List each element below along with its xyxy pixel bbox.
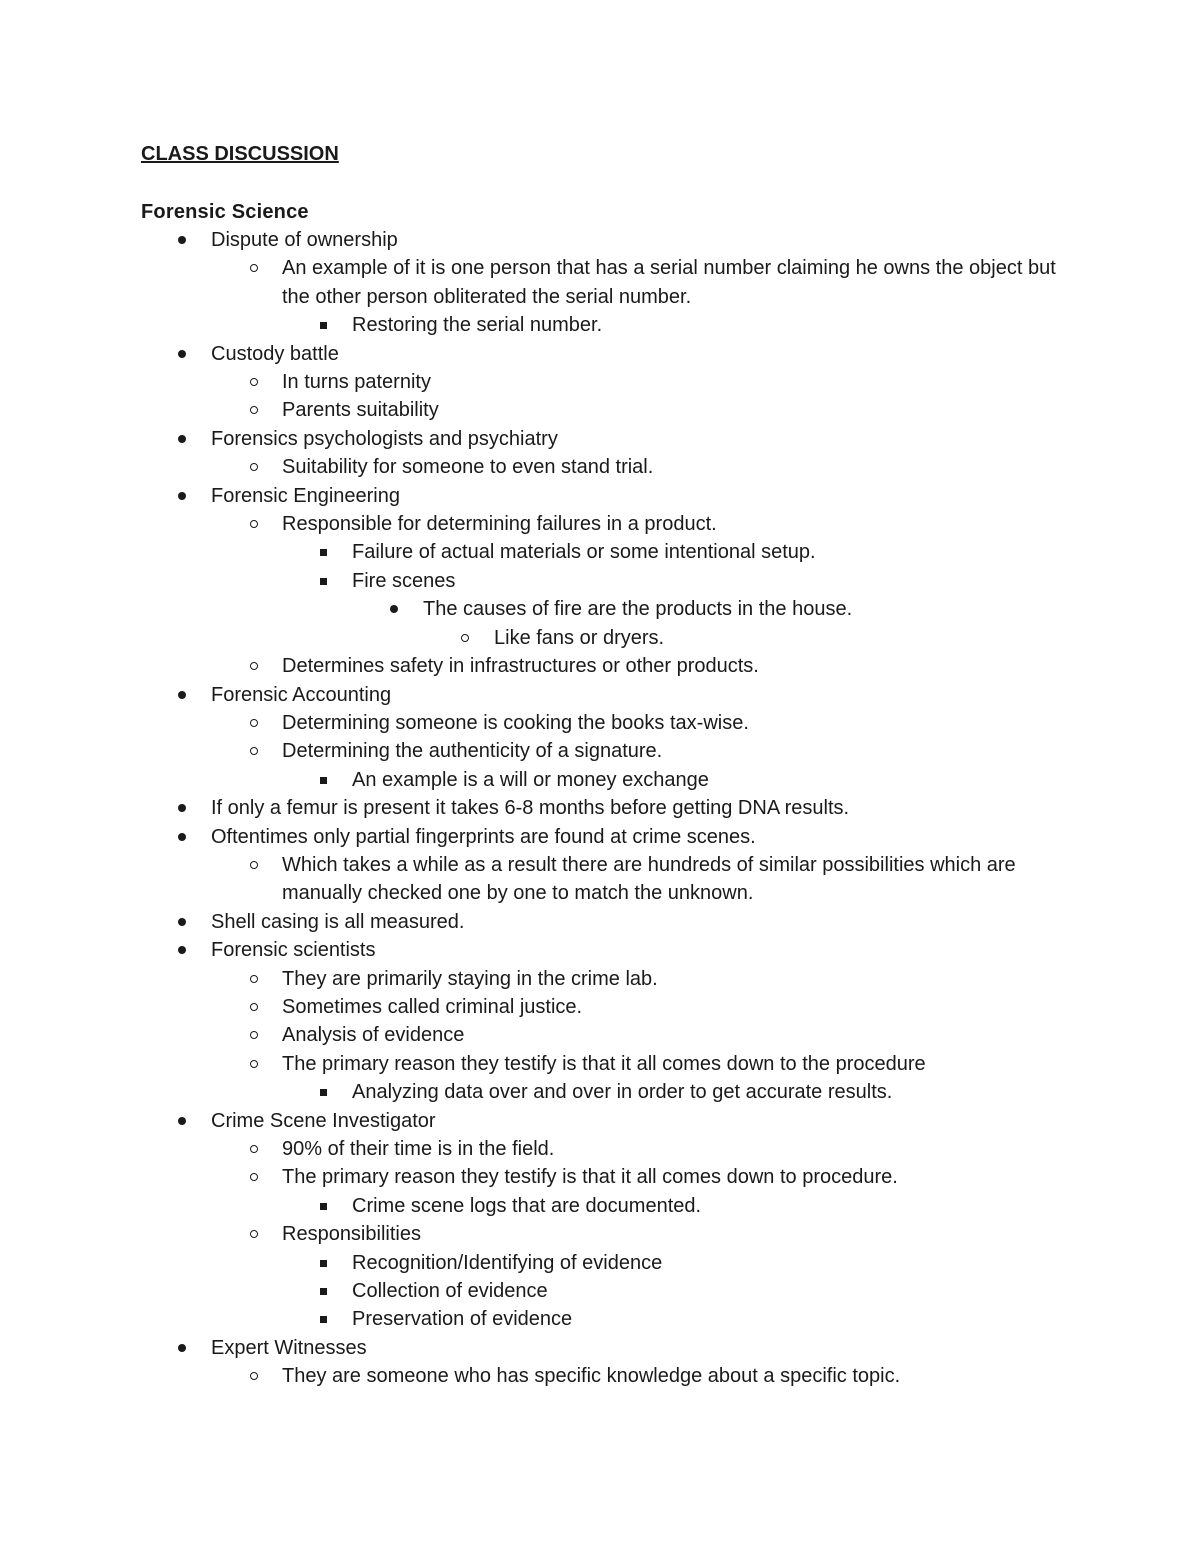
outline-item-text: 90% of their time is in the field. [282, 1138, 555, 1160]
outline-item-level-2 [0, 709, 1200, 737]
outline-item-text: Determining someone is cooking the books tax-wise. [282, 711, 749, 734]
outline-item-text: The causes of fire are the products in the house. [423, 598, 853, 621]
outline-item-level-1 [0, 794, 1200, 822]
outline-item-text: Analysis of evidence [282, 1024, 465, 1047]
filled-circle-bullet-icon [178, 946, 186, 954]
outline-item-level-1 [0, 226, 1200, 254]
hollow-circle-bullet-icon [250, 662, 258, 670]
outline-item-text: Forensic Accounting [211, 683, 392, 706]
filled-circle-bullet-icon [178, 435, 186, 443]
outline-item-level-1 [0, 482, 1200, 510]
outline-item-text: Forensics psychologists and psychiatry [211, 427, 558, 450]
hollow-circle-bullet-icon [250, 1060, 258, 1068]
filled-circle-bullet-icon [178, 492, 186, 500]
outline-item-level-3 [0, 567, 1200, 595]
outline-item-text: Suitability for someone to even stand trial. [282, 456, 654, 479]
outline-item-level-1 [0, 1334, 1200, 1362]
filled-circle-bullet-icon [390, 605, 398, 613]
outline-item-level-1 [0, 425, 1200, 453]
outline-item-level-2 [0, 851, 1200, 908]
outline-item-text: Custody battle [211, 342, 339, 365]
outline-item-text: The primary reason they testify is that it all comes down to the procedure [282, 1052, 926, 1075]
outline-item-level-2 [0, 368, 1200, 396]
outline-item-text: Preservation of evidence [352, 1308, 573, 1331]
outline-item-text: Dispute of ownership [211, 229, 398, 251]
outline-item-text: Responsible for determining failures in a product. [282, 513, 717, 536]
outline-item-level-2 [0, 965, 1200, 993]
hollow-circle-bullet-icon [250, 264, 258, 272]
outline-item-text: Parents suitability [282, 399, 439, 422]
filled-square-bullet-icon [320, 578, 327, 585]
hollow-circle-bullet-icon [250, 520, 258, 528]
bullet-outline [0, 226, 1200, 1391]
outline-item-text: Failure of actual materials or some intentional setup. [352, 541, 816, 564]
outline-item-level-2 [0, 737, 1200, 765]
outline-item-text: Crime Scene Investigator [211, 1109, 436, 1132]
hollow-circle-bullet-icon [250, 406, 258, 414]
hollow-circle-bullet-icon [250, 975, 258, 983]
outline-item-text: Forensic scientists [211, 939, 376, 962]
outline-item-text: Collection of evidence [352, 1280, 548, 1303]
outline-item-text: Analyzing data over and over in order to get accurate results. [352, 1081, 893, 1104]
outline-item-level-2 [0, 1135, 1200, 1163]
filled-circle-bullet-icon [178, 236, 186, 244]
hollow-circle-bullet-icon [250, 1145, 258, 1153]
filled-square-bullet-icon [320, 322, 327, 329]
filled-square-bullet-icon [320, 1089, 327, 1096]
filled-circle-bullet-icon [178, 1344, 186, 1352]
outline-item-text: Like fans or dryers. [494, 626, 665, 649]
outline-item-level-3 [0, 1192, 1200, 1220]
outline-item-level-3 [0, 311, 1200, 339]
outline-item-text: An example of it is one person that has a serial number claiming he owns the object but the other person obliterated the serial number. [282, 257, 1056, 308]
outline-item-level-3 [0, 1305, 1200, 1333]
hollow-circle-bullet-icon [250, 1003, 258, 1011]
outline-item-text: Forensic Engineering [211, 484, 400, 507]
outline-item-text: In turns paternity [282, 371, 431, 394]
outline-item-level-1 [0, 936, 1200, 964]
outline-item-text: Oftentimes only partial fingerprints are found at crime scenes. [211, 825, 756, 848]
outline-item-text: Responsibilities [282, 1223, 421, 1246]
filled-circle-bullet-icon [178, 804, 186, 812]
outline-item-level-1 [0, 1107, 1200, 1135]
hollow-circle-bullet-icon [250, 1372, 258, 1380]
filled-circle-bullet-icon [178, 350, 186, 358]
filled-circle-bullet-icon [178, 1117, 186, 1125]
filled-circle-bullet-icon [178, 833, 186, 841]
outline-item-level-2 [0, 510, 1200, 538]
outline-item-level-2 [0, 1021, 1200, 1049]
outline-item-text: The primary reason they testify is that it all comes down to procedure. [282, 1166, 898, 1189]
outline-item-level-3 [0, 1078, 1200, 1106]
outline-item-level-1 [0, 823, 1200, 851]
filled-square-bullet-icon [320, 777, 327, 784]
document-title: CLASS DISCUSSION [141, 143, 339, 165]
filled-circle-bullet-icon [178, 918, 186, 926]
outline-item-level-2 [0, 993, 1200, 1021]
hollow-circle-bullet-icon [250, 861, 258, 869]
outline-item-level-4 [0, 595, 1200, 623]
outline-item-text: Shell casing is all measured. [211, 910, 465, 933]
outline-item-text: Sometimes called criminal justice. [282, 995, 583, 1018]
hollow-circle-bullet-icon [250, 1031, 258, 1039]
outline-item-level-2 [0, 453, 1200, 481]
filled-square-bullet-icon [320, 1288, 327, 1295]
outline-item-level-2 [0, 1220, 1200, 1248]
outline-item-text: Which takes a while as a result there are hundreds of similar possibilities which are manually checked one by one to match the unknown. [282, 853, 1016, 905]
outline-item-text: They are someone who has specific knowledge about a specific topic. [282, 1365, 901, 1388]
outline-item-level-5 [0, 624, 1200, 652]
outline-item-level-2 [0, 254, 1200, 311]
outline-item-level-2 [0, 652, 1200, 680]
outline-item-text: They are primarily staying in the crime lab. [282, 967, 658, 990]
outline-item-level-1 [0, 340, 1200, 368]
outline-item-text: Determining the authenticity of a signature. [282, 740, 663, 763]
outline-item-text: If only a femur is present it takes 6-8 months before getting DNA results. [211, 797, 850, 820]
hollow-circle-bullet-icon [250, 1173, 258, 1181]
outline-item-text: Expert Witnesses [211, 1336, 367, 1359]
filled-square-bullet-icon [320, 1316, 327, 1323]
outline-item-level-3 [0, 1249, 1200, 1277]
outline-item-text: Restoring the serial number. [352, 314, 603, 337]
outline-item-level-2 [0, 1163, 1200, 1191]
hollow-circle-bullet-icon [461, 634, 469, 642]
section-heading: Forensic Science [141, 201, 309, 223]
outline-item-level-3 [0, 1277, 1200, 1305]
filled-circle-bullet-icon [178, 691, 186, 699]
hollow-circle-bullet-icon [250, 1230, 258, 1238]
hollow-circle-bullet-icon [250, 378, 258, 386]
outline-item-level-2 [0, 396, 1200, 424]
outline-item-level-2 [0, 1362, 1200, 1390]
filled-square-bullet-icon [320, 1203, 327, 1210]
outline-item-level-3 [0, 538, 1200, 566]
outline-item-text: An example is a will or money exchange [352, 768, 709, 791]
filled-square-bullet-icon [320, 1260, 327, 1267]
outline-item-level-3 [0, 766, 1200, 794]
outline-item-level-2 [0, 1050, 1200, 1078]
outline-item-text: Crime scene logs that are documented. [352, 1194, 702, 1217]
hollow-circle-bullet-icon [250, 719, 258, 727]
outline-item-text: Fire scenes [352, 569, 456, 592]
outline-item-level-1 [0, 681, 1200, 709]
hollow-circle-bullet-icon [250, 747, 258, 755]
hollow-circle-bullet-icon [250, 463, 258, 471]
filled-square-bullet-icon [320, 549, 327, 556]
outline-item-level-1 [0, 908, 1200, 936]
outline-item-text: Determines safety in infrastructures or other products. [282, 655, 759, 678]
outline-item-text: Recognition/Identifying of evidence [352, 1251, 663, 1274]
